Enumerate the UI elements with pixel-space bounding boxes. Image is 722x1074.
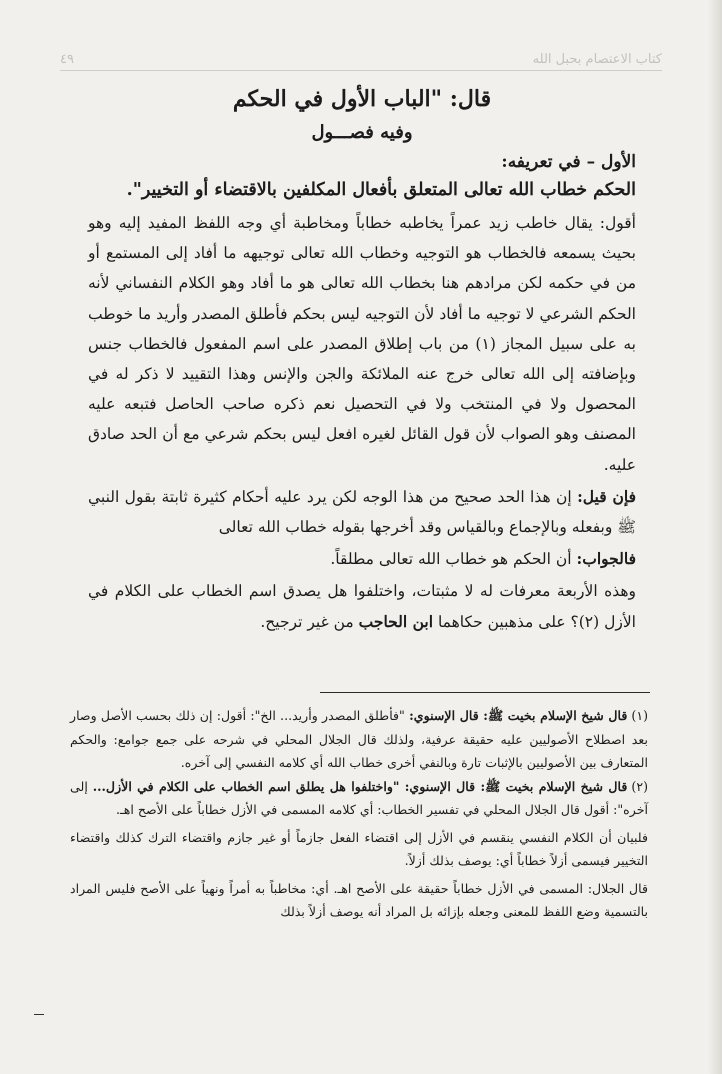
- footnotes: [70, 704, 648, 924]
- disagreement-paragraph: [88, 576, 636, 636]
- footnote-text: "فأطلق المصدر وأريد... الخ": أقول: إن ذلك بحسب الأصل وصار بعد اصطلاح الأصوليين عليه حقيقة عرفية، ولذلك قال الجلال المحلي في شرحه على جمع جوامع: والحكم المتعارف بين الأصوليين بالإثبات تارة وبالنفي أخرى خطاب الله أي كلامه النفسي إلى آخره.: [70, 708, 648, 770]
- footnote-2-continuation: قال الجلال: المسمى في الأزل خطاباً حقيقة على الأصح اهـ. أي: مخاطباً به أمراً ونهياً على الأصح فليس المراد بالتسمية وضع اللفظ للمعنى وجعله بإزائه بل المراد أنه يوصف أزلاً بذلك: [70, 880, 648, 919]
- footnote-text: إلى آخره": أقول قال الجلال المحلي في تفسير الخطاب: أي كلامه المسمى في الأزل خطاباً على الأصح اهـ.: [70, 778, 648, 817]
- footnote-number: (٢): [631, 778, 648, 794]
- objection-text: إن هذا الحد صحيح من هذا الوجه لكن يرد عليه أحكام كثيرة ثابتة بقول النبي ﷺ وبفعله وبالإجماع وبالقياس وقد أخرجها بقوله خطاب الله تعالى: [88, 487, 636, 537]
- footnote-2-continuation: فلبيان أن الكلام النفسي ينقسم في الأزل إلى اقتضاء الفعل جازماً أو غير جازم واقتضاء الترك كذلك واقتضاء التخيير فيسمى أزلاً خطاباً أي: يوصف بذلك أزلاً.: [70, 829, 648, 868]
- objection-lead: فإن قيل:: [577, 486, 636, 506]
- chapter-subtitle: وفيه فصـــول: [311, 122, 413, 143]
- footnote-lead: قال شيخ الإسلام بخيت ﷺ: قال الإسنوي: "واختلفوا هل يطلق اسم الخطاب على الكلام في الأزل...: [92, 778, 628, 794]
- answer-text: أن الحكم هو خطاب الله تعالى مطلقاً.: [330, 550, 577, 569]
- answer-paragraph: [88, 544, 636, 574]
- disagreement-tail: من غير ترجيح.: [260, 612, 359, 631]
- main-text: [88, 84, 636, 637]
- commentary-paragraph: أقول: يقال خاطب زيد عمراً يخاطبه خطاباً ومخاطبة أي وجه اللفظ المفيد إليه وهو بحيث يسمعه فالخطاب هو التوجيه وخطاب الله تعالى توجيهه ما أفاد إلى المستمع أو من في حكمه لكن مرادهم هنا بخطاب الله تعالى هو ما أفاد وهو الكلام النفساني لأنه الحكم الشرعي لا توجيه ما أفاد لأن التوجيه ليس بحكم فأطلق المصدر وأريد ما خوطب به على سبيل المجاز (١) من باب إطلاق المصدر على اسم المفعول فالخطاب جنس وبإضافته إلى الله تعالى خرج عنه الملائكة والجن والإنس وهذا التقييد لا ذكر له في المحصول ولا في المنتخب ولا في التحصيل نعم ذكره صاحب الحاصل فتبعه عليه المصنف وهو الصواب لأن قول القائل لغيره افعل ليس بحكم شرعي مع أن الحد صادق عليه.: [88, 214, 636, 474]
- disagreement-text: وهذه الأربعة معرفات له لا مثبتات، واختلفوا هل يصدق اسم الخطاب على الكلام في الأزل (٢)؟ على مذهبين حكاهما: [88, 582, 636, 631]
- scholar-name: ابن الحاجب: [358, 611, 434, 631]
- running-header: [60, 48, 662, 71]
- page-edge-shadow: [708, 0, 722, 1074]
- footnote-1: [70, 704, 648, 775]
- definition-statement: الحكم خطاب الله تعالى المتعلق بأفعال المكلفين بالاقتضاء أو التخيير".: [126, 180, 636, 200]
- continuation-dash: [34, 1014, 44, 1015]
- section-heading: الأول – في تعريفه:: [501, 152, 636, 172]
- footnote-number: (١): [631, 708, 648, 723]
- answer-lead: فالجواب:: [576, 549, 636, 569]
- footnote-lead: قال شيخ الإسلام بخيت ﷺ: قال الإسنوي:: [409, 708, 628, 723]
- running-title: كتاب الاعتصام بحبل الله: [532, 51, 662, 67]
- footnote-separator: [320, 692, 650, 693]
- page-number: ٤٩: [60, 51, 74, 67]
- chapter-title: قال: "الباب الأول في الحكم: [232, 86, 492, 112]
- objection-paragraph: [88, 482, 636, 542]
- footnote-2: [70, 775, 648, 822]
